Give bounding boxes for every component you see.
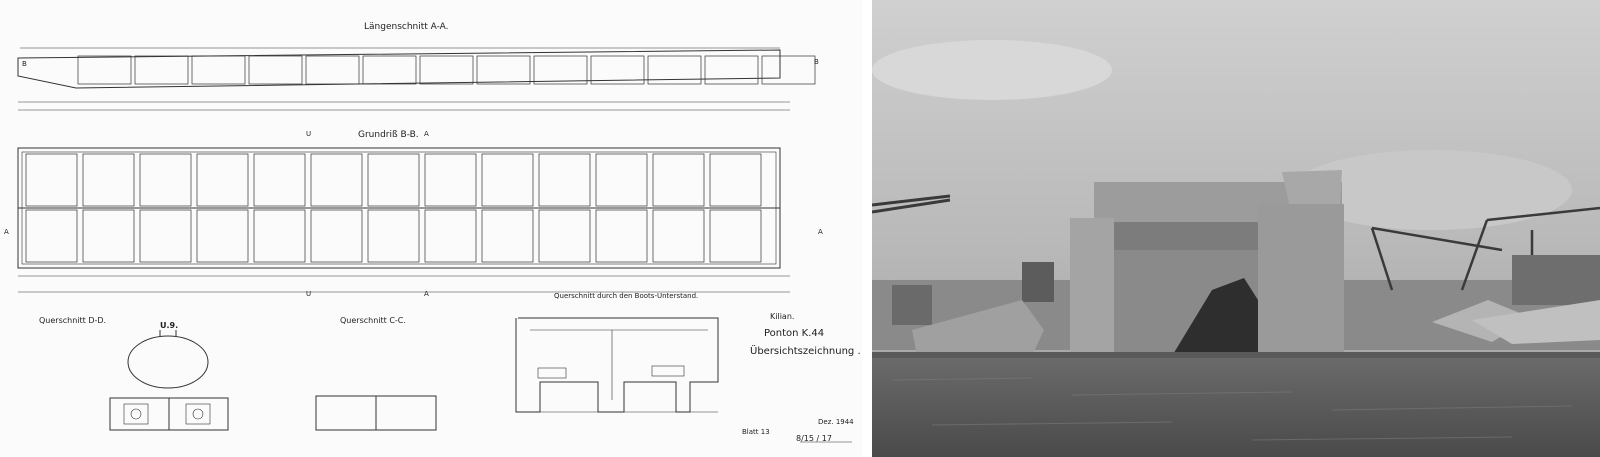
uboat-hull bbox=[128, 336, 208, 388]
plan-cell bbox=[83, 210, 134, 262]
plan-cell bbox=[311, 154, 362, 206]
plan-cell bbox=[596, 210, 647, 262]
left-pillar bbox=[1070, 218, 1114, 358]
long-section-cell bbox=[705, 56, 758, 84]
long-section-cell bbox=[477, 56, 530, 84]
mark-b-left: B bbox=[22, 60, 27, 68]
photo-illustration bbox=[872, 0, 1600, 457]
plan-title: Grundriß B-B. bbox=[358, 130, 419, 140]
section-d-title: Querschnitt D-D. bbox=[39, 316, 107, 325]
mark-a-bottom: A bbox=[424, 290, 429, 298]
title-block-line1: Kilian. bbox=[770, 312, 795, 321]
bunker-section bbox=[516, 318, 718, 412]
long-section-cell bbox=[534, 56, 587, 84]
building bbox=[892, 285, 932, 325]
long-section-cell bbox=[192, 56, 245, 84]
plan-cell bbox=[539, 210, 590, 262]
plan-cell bbox=[596, 154, 647, 206]
plan-cell bbox=[197, 154, 248, 206]
mark-a-top: A bbox=[424, 130, 429, 138]
plan-cell bbox=[140, 154, 191, 206]
long-section-cell bbox=[249, 56, 302, 84]
bunker-photo bbox=[872, 0, 1600, 457]
long-section-cell bbox=[306, 56, 359, 84]
roof-fragment bbox=[1282, 170, 1342, 208]
plan-cell bbox=[26, 210, 77, 262]
long-section-cell bbox=[420, 56, 473, 84]
long-section-cell bbox=[135, 56, 188, 84]
plan-cell bbox=[140, 210, 191, 262]
plan-cell bbox=[482, 210, 533, 262]
plan-cell bbox=[83, 154, 134, 206]
mark-b-right: B bbox=[814, 58, 819, 66]
long-section-cell bbox=[78, 56, 131, 84]
mark-a-right: A bbox=[818, 228, 823, 236]
plan-cell bbox=[26, 154, 77, 206]
sheet-note: Blatt 13 bbox=[742, 428, 770, 436]
plan-cell bbox=[653, 154, 704, 206]
plan-cell bbox=[482, 154, 533, 206]
long-section-cell bbox=[762, 56, 815, 84]
mark-u-bottom: U bbox=[306, 290, 312, 298]
sheet-number: 8/15 / 17 bbox=[796, 434, 832, 443]
plan-cell bbox=[425, 210, 476, 262]
mark-a-left: A bbox=[4, 228, 9, 236]
mark-u-top: U bbox=[306, 130, 312, 138]
title-block-line3: Übersichtszeichnung . bbox=[750, 346, 861, 357]
plan-cell bbox=[425, 154, 476, 206]
section-c-title: Querschnitt C-C. bbox=[340, 316, 406, 325]
plan-cell bbox=[710, 210, 761, 262]
plan-cell bbox=[254, 210, 305, 262]
long-section-title: Längenschnitt A-A. bbox=[364, 22, 449, 32]
right-pillar bbox=[1258, 204, 1344, 358]
boat-label: U.9. bbox=[160, 321, 179, 330]
title-block-line2: Ponton K.44 bbox=[764, 328, 825, 339]
plan-cell bbox=[368, 154, 419, 206]
dock-structure bbox=[1512, 255, 1600, 305]
plan-cell bbox=[197, 210, 248, 262]
tower bbox=[1022, 262, 1054, 302]
plan-cell bbox=[254, 154, 305, 206]
plan-cell bbox=[710, 154, 761, 206]
plan-cell bbox=[539, 154, 590, 206]
long-section-cell bbox=[363, 56, 416, 84]
cloud bbox=[872, 40, 1112, 100]
bunker-section-title: Querschnitt durch den Boots-Unterstand. bbox=[554, 292, 699, 300]
plan-cell bbox=[653, 210, 704, 262]
plan-cell bbox=[311, 210, 362, 262]
plan-cell bbox=[368, 210, 419, 262]
drawing-date: Dez. 1944 bbox=[818, 418, 854, 426]
